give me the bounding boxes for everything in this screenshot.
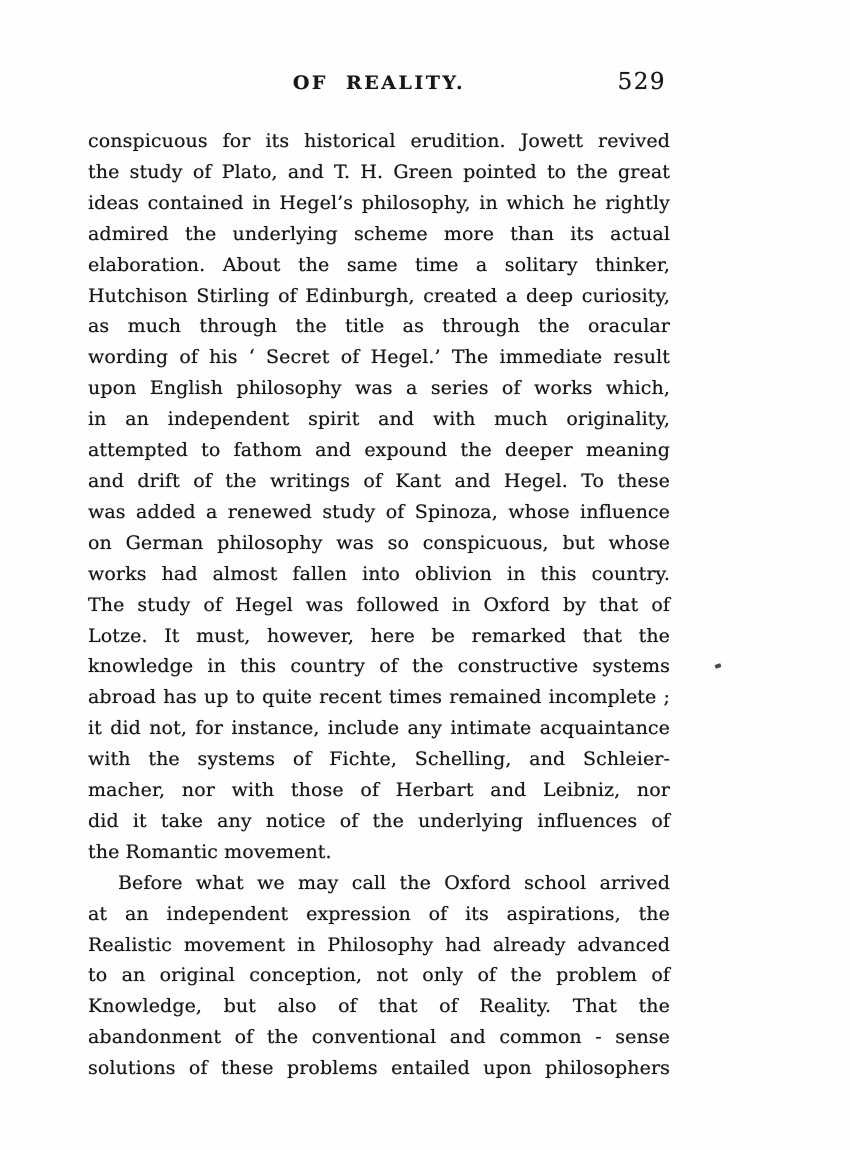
text-line: the study of Plato, and T. H. Green pointed to the great — [88, 160, 670, 183]
text-line: solutions of these problems entailed upon philosophers — [88, 1057, 670, 1080]
text-line: on German philosophy was so conspicuous, but whose — [88, 531, 670, 554]
text-line: at an independent expression of its aspirations, the — [88, 902, 670, 925]
text-line: with the systems of Fichte, Schelling, and Schleier- — [88, 748, 670, 771]
text-line: as much through the title as through the oracular — [88, 315, 670, 338]
text-line: abroad has up to quite recent times remained incomplete ; — [88, 686, 670, 709]
text-line: conspicuous for its historical erudition. Jowett revived — [88, 130, 670, 152]
text-line: and drift of the writings of Kant and Hegel. To these — [88, 469, 670, 492]
page-number: 529 — [617, 69, 666, 95]
text-line: wording of his ‘ Secret of Hegel.’ The immediate result — [88, 346, 670, 369]
text-line: macher, nor with those of Herbart and Leibniz, nor — [88, 779, 670, 802]
text-line: Knowledge, but also of that of Reality. That the — [88, 995, 670, 1018]
text-line: upon English philosophy was a series of works which, — [88, 377, 670, 400]
text-line: was added a renewed study of Spinoza, whose influence — [88, 500, 670, 523]
text-line: ideas contained in Hegel’s philosophy, in which he rightly — [88, 191, 670, 214]
text-line: admired the underlying scheme more than its actual — [88, 222, 670, 245]
text-line: did it take any notice of the underlying influences of — [88, 809, 670, 832]
text-line: it did not, for instance, include any intimate acquaintance — [88, 717, 670, 740]
ink-speck-artifact — [715, 663, 722, 669]
body-text — [88, 126, 670, 1084]
text-line: to an original conception, not only of the problem of — [88, 964, 670, 987]
text-line: The study of Hegel was followed in Oxford by that of — [88, 593, 670, 616]
text-line: knowledge in this country of the constructive systems — [88, 655, 670, 678]
running-header: OF REALITY. — [292, 72, 466, 94]
text-line: works had almost fallen into oblivion in this country. — [88, 562, 670, 585]
text-line: in an independent spirit and with much originality, — [88, 408, 670, 431]
text-line: abandonment of the conventional and common - sense — [88, 1026, 670, 1049]
text-line-paragraph-start: Before what we may call the Oxford school arrived — [118, 871, 670, 894]
text-line: Realistic movement in Philosophy had already advanced — [88, 933, 670, 956]
text-line: Hutchison Stirling of Edinburgh, created a deep curiosity, — [88, 284, 670, 307]
text-line-paragraph-end: the Romantic movement. — [88, 840, 332, 863]
text-line: Lotze. It must, however, here be remarked that the — [88, 624, 670, 647]
text-line: attempted to fathom and expound the deeper meaning — [88, 439, 670, 462]
text-line: elaboration. About the same time a solitary thinker, — [88, 253, 670, 276]
page-header — [88, 69, 670, 100]
